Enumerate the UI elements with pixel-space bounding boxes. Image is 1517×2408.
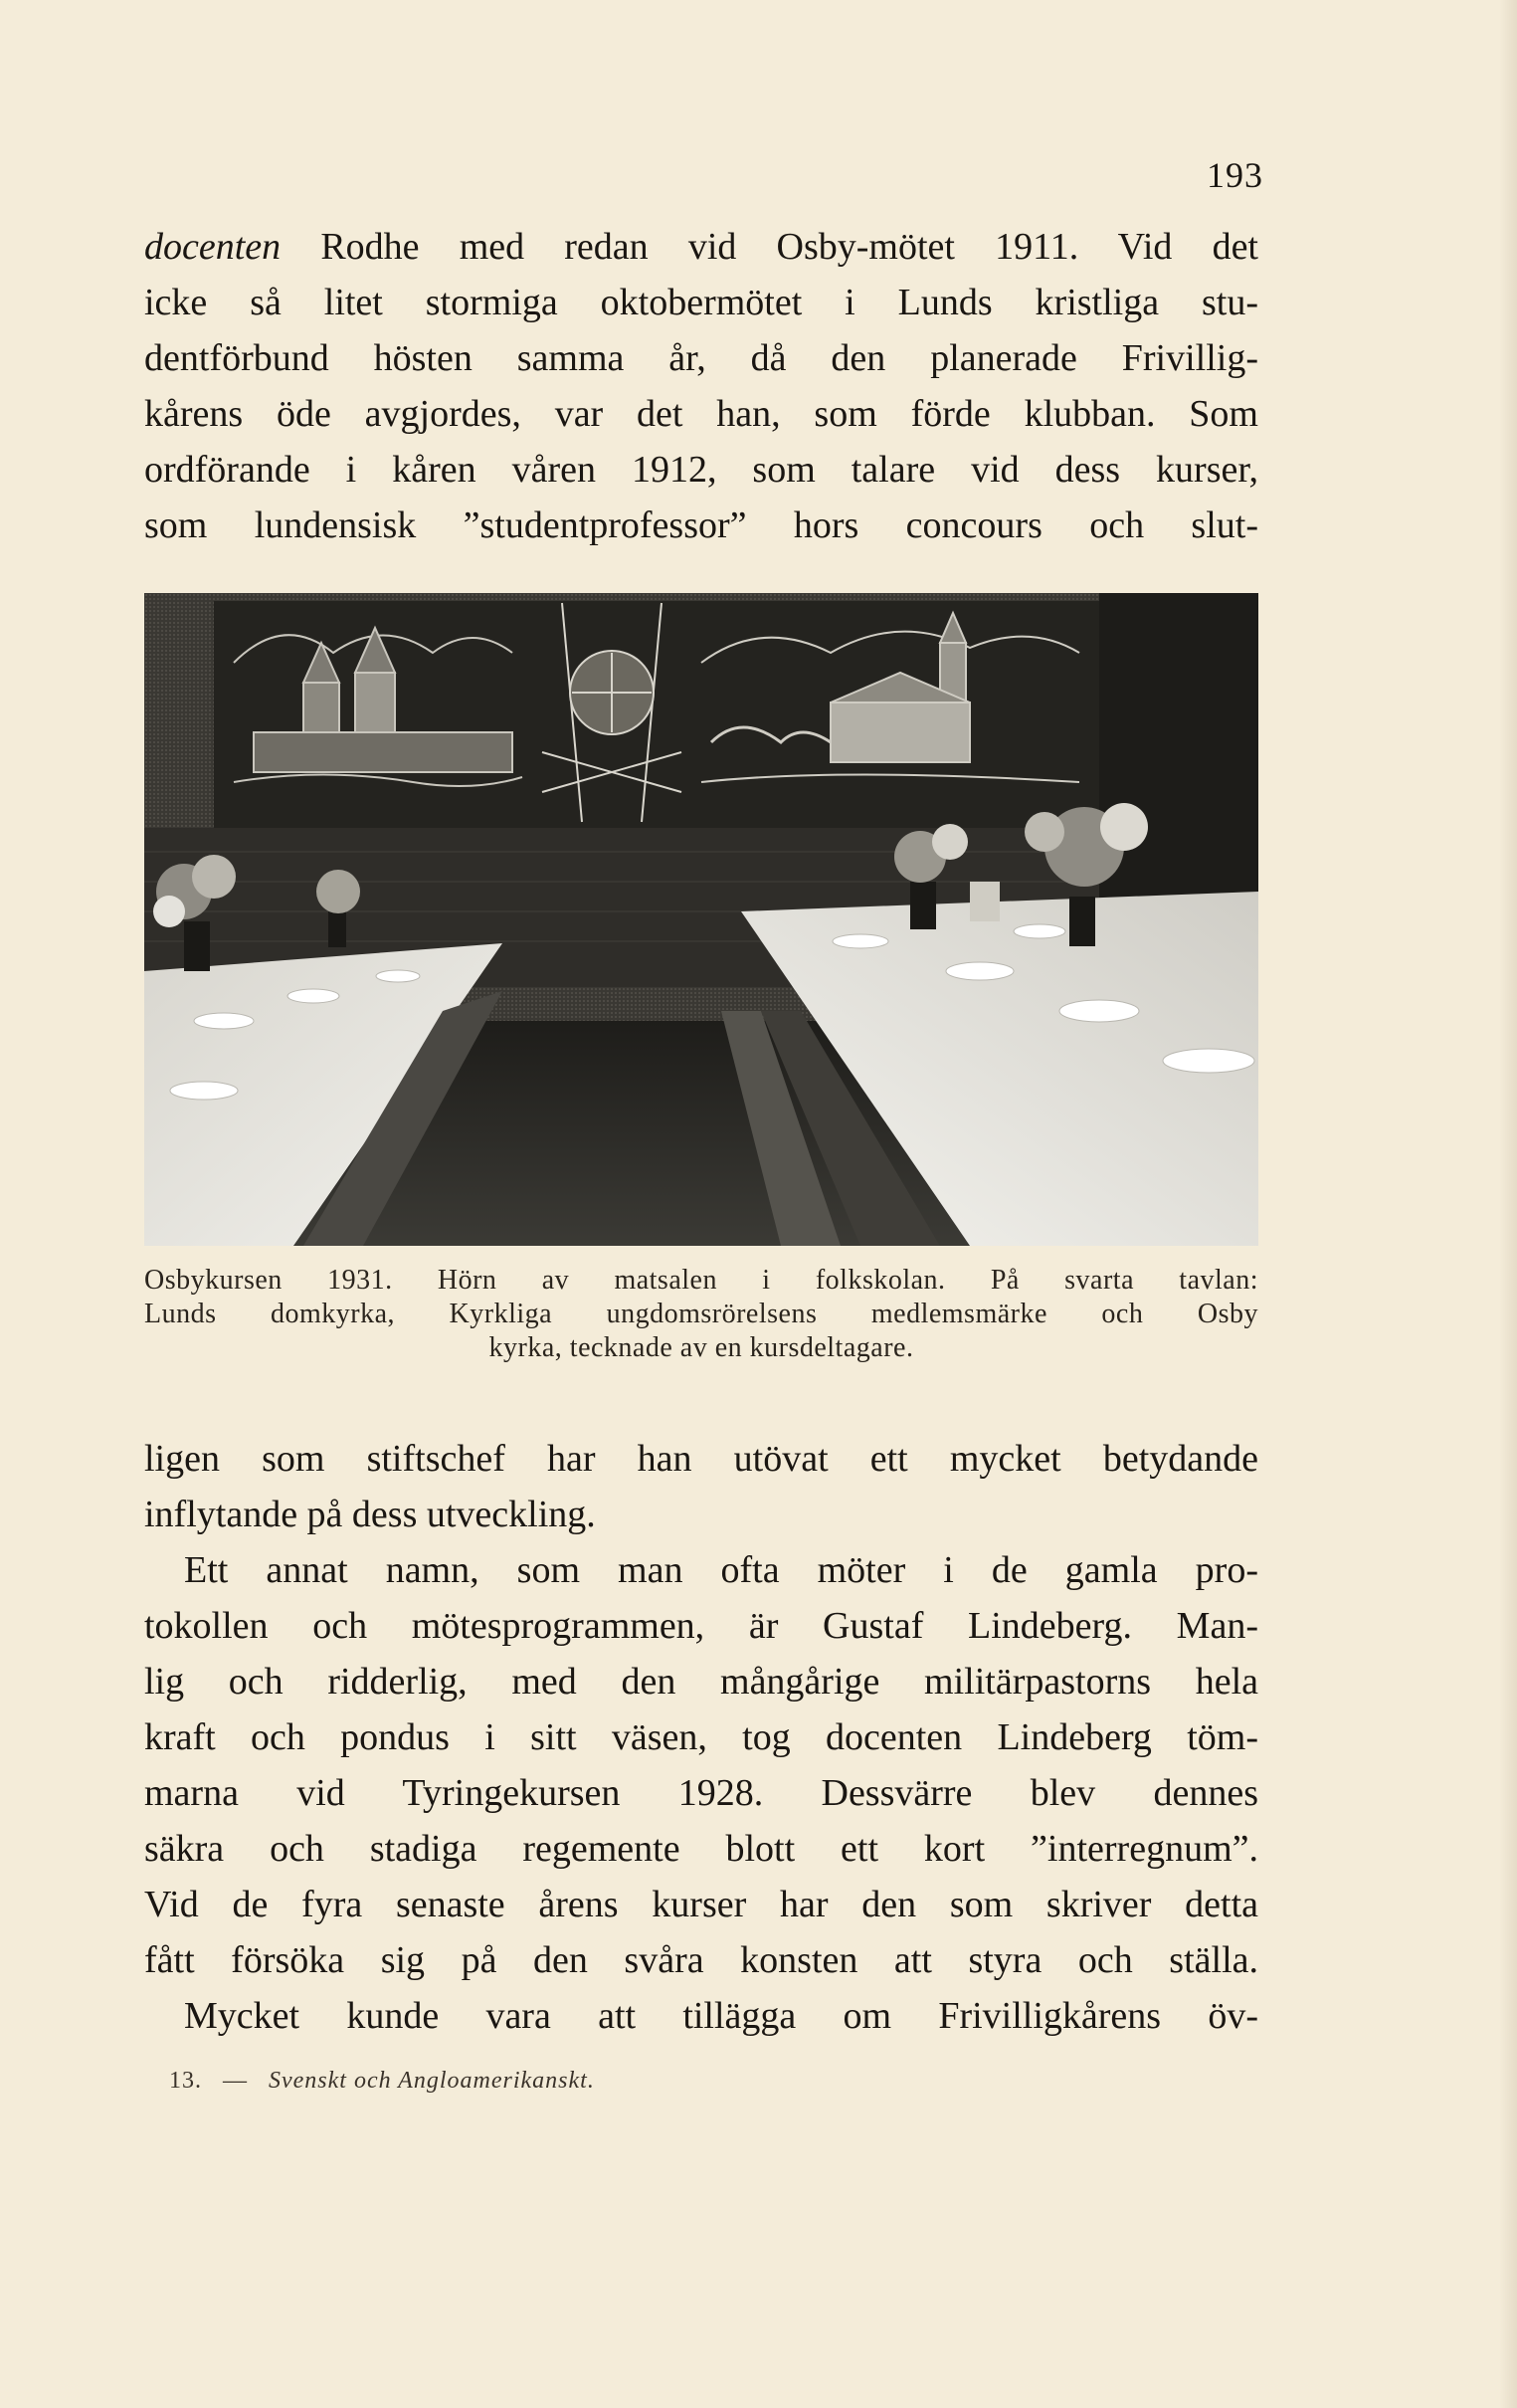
page-number: 193 bbox=[1207, 155, 1263, 195]
bottom-line-11: Mycket kunde vara att tillägga om Frivilligkårens öv- bbox=[184, 1995, 1258, 2037]
footer-dash: — bbox=[223, 2068, 248, 2094]
bottom-line-8: säkra och stadiga regemente blott ett kort ”interregnum”. bbox=[144, 1828, 1258, 1870]
bottom-line-2: inflytande på dess utveckling. bbox=[144, 1494, 596, 1535]
caption-line-3: kyrka, tecknade av en kursdeltagare. bbox=[488, 1332, 914, 1363]
top-paragraph bbox=[144, 219, 1258, 553]
top-line-1 bbox=[144, 219, 1258, 275]
signature-footer bbox=[169, 2068, 595, 2095]
bottom-line-10: fått försöka sig på den svåra konsten att styra och ställa. bbox=[144, 1939, 1258, 1981]
top-line-5: ordförande i kåren våren 1912, som talare vid dess kurser, bbox=[144, 449, 1258, 491]
top-line-1-rest: Rodhe med redan vid Osby-mötet 1911. Vid det bbox=[281, 226, 1258, 268]
top-line-3: dentförbund hösten samma år, då den planerade Frivillig- bbox=[144, 337, 1258, 379]
top-line-2: icke så litet stormiga oktobermötet i Lunds kristliga stu- bbox=[144, 282, 1258, 323]
page-edge bbox=[1499, 0, 1517, 2408]
bottom-line-1: ligen som stiftschef har han utövat ett mycket betydande bbox=[144, 1438, 1258, 1480]
caption-line-1: Osbykursen 1931. Hörn av matsalen i folkskolan. På svarta tavlan: bbox=[144, 1265, 1258, 1296]
italic-word: docenten bbox=[144, 226, 282, 268]
bottom-line-4: tokollen och mötesprogrammen, är Gustaf Lindeberg. Man- bbox=[144, 1605, 1258, 1647]
signature-number: 13. bbox=[169, 2068, 202, 2094]
dining-hall-illustration bbox=[144, 593, 1258, 1246]
bottom-line-7: marna vid Tyringekursen 1928. Dessvärre blev dennes bbox=[144, 1772, 1258, 1814]
bottom-text bbox=[144, 1431, 1258, 2044]
top-line-4: kårens öde avgjordes, var det han, som förde klubban. Som bbox=[144, 393, 1258, 435]
bottom-line-3: Ett annat namn, som man ofta möter i de gamla pro- bbox=[184, 1549, 1258, 1591]
caption-line-2: Lunds domkyrka, Kyrkliga ungdomsrörelsens medlemsmärke och Osby bbox=[144, 1299, 1258, 1329]
bottom-line-6: kraft och pondus i sitt väsen, tog docenten Lindeberg töm- bbox=[144, 1716, 1258, 1758]
dining-hall-photo bbox=[144, 593, 1258, 1246]
book-title: Svenskt och Angloamerikanskt. bbox=[269, 2068, 595, 2094]
bottom-line-9: Vid de fyra senaste årens kurser har den som skriver detta bbox=[144, 1884, 1258, 1925]
bottom-line-5: lig och ridderlig, med den mångårige militärpastorns hela bbox=[144, 1661, 1258, 1703]
top-line-6: som lundensisk ”studentprofessor” hors concours och slut- bbox=[144, 504, 1258, 546]
photo-caption bbox=[144, 1264, 1258, 1365]
